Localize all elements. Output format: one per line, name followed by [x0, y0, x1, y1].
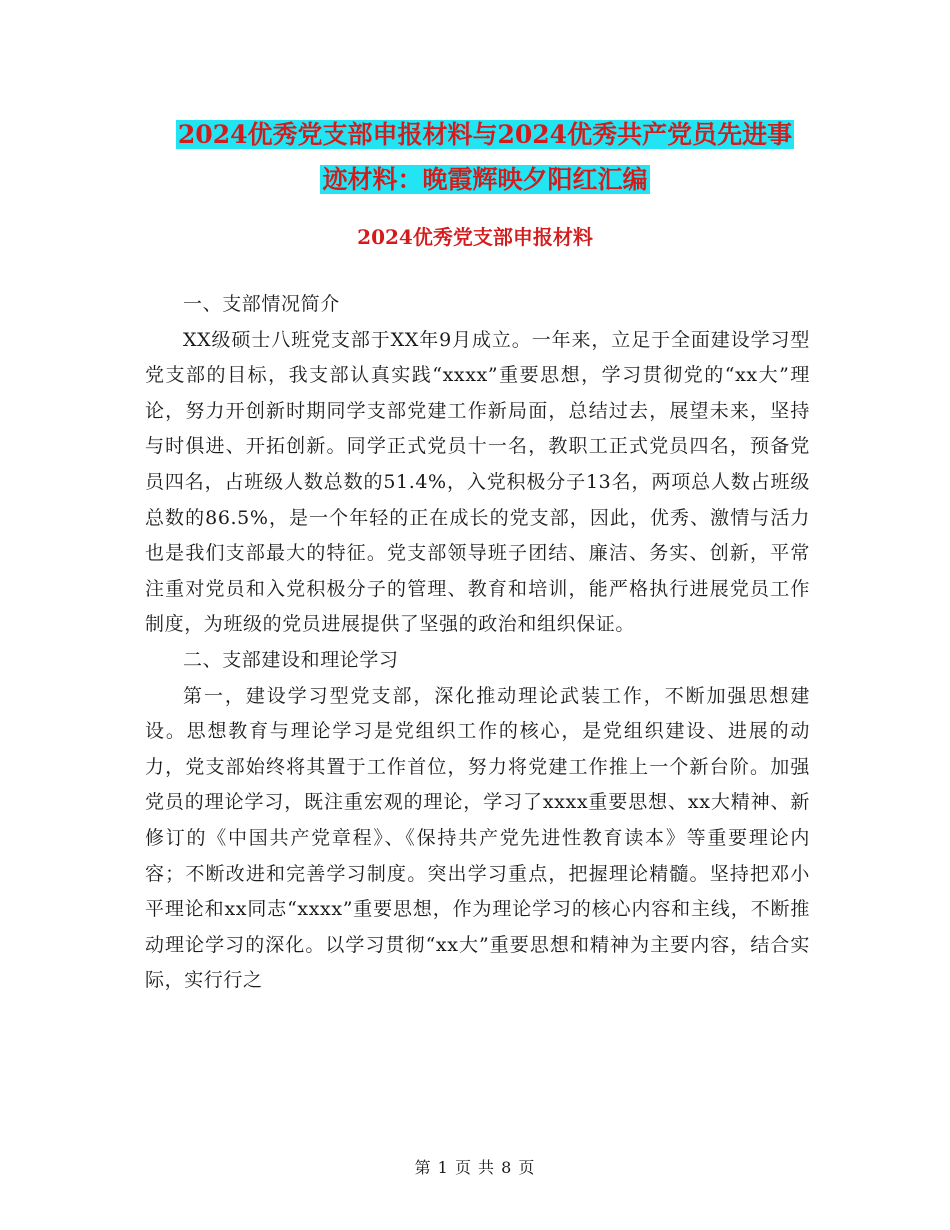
title-line-1: 2024优秀党支部申报材料与2024优秀共产党员先进事 [177, 120, 793, 149]
title-line-2: 迹材料：晚霞辉映夕阳红汇编 [322, 165, 648, 194]
section-title: 2024优秀党支部申报材料 [357, 225, 593, 249]
document-title [145, 112, 825, 202]
paragraph-branch-construction: 第一，建设学习型党支部，深化推动理论武装工作，不断加强思想建设。思想教育与理论学习是党组织工作的核心，是党组织建设、进展的动力，党支部始终将其置于工作首位，努力将党建工作推上一个新台阶。加强党员的理论学习，既注重宏观的理论，学习了xxxx重要思想、xx大精神、新修订的《中国共产党章程》、《保持共产党先进性教育读本》等重要理论内容；不断改进和完善学习制度。突出学习重点，把握理论精髓。坚持把邓小平理论和xx同志“xxxx”重要思想，作为理论学习的核心内容和主线，不断推动理论学习的深化。以学习贯彻“xx大”重要思想和精神为主要内容，结合实际，实行行之 [145, 684, 810, 992]
page-footer: 第 1 页 共 8 页 [414, 1158, 536, 1177]
document-body [145, 287, 810, 999]
paragraph-branch-overview: XX级硕士八班党支部于XX年9月成立。一年来，立足于全面建设学习型党支部的目标，我支部认真实践“xxxx”重要思想，学习贯彻党的“xx大”理论，努力开创新时期同学支部党建工作新局面，总结过去，展望未来，坚持与时俱进、开拓创新。同学正式党员十一名，教职工正式党员四名，预备党员四名，占班级人数总数的51.4%，入党积极分子13名，两项总人数占班级总数的86.5%，是一个年轻的正在成长的党支部，因此，优秀、激情与活力也是我们支部最大的特征。党支部领导班子团结、廉洁、务实、创新，平常注重对党员和入党积极分子的管理、教育和培训，能严格执行进展党员工作制度，为班级的党员进展提供了坚强的政治和组织保证。 [145, 328, 810, 636]
heading-branch-overview: 一、支部情况简介 [183, 293, 340, 315]
heading-branch-construction: 二、支部建设和理论学习 [183, 648, 399, 671]
